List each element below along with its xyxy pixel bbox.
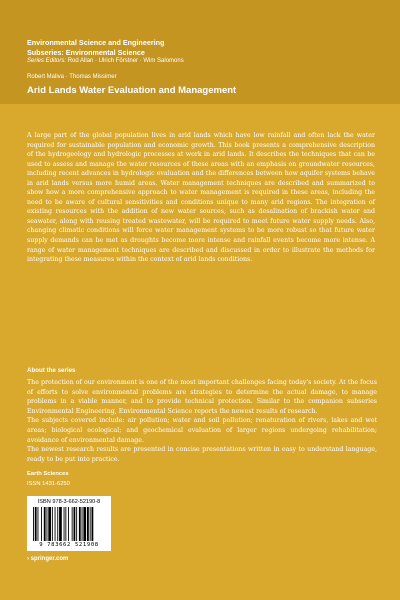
barcode-bar (82, 507, 83, 541)
barcode (27, 496, 111, 551)
barcode-bar (83, 507, 86, 541)
authors: Robert Maliva · Thomas Missimer (27, 74, 117, 80)
barcode-bar (35, 507, 37, 541)
barcode-bar (44, 507, 46, 541)
barcode-bar (57, 507, 58, 541)
barcode-bar (55, 507, 56, 541)
barcode-bar (76, 507, 77, 541)
barcode-bar (47, 507, 48, 541)
series-editors (27, 58, 184, 64)
barcode-bar (59, 507, 62, 541)
about-paragraph: The newest research results are presented in concise presentations written in easy to understand language, ready to be put into practice. (27, 446, 377, 463)
series-title: Environmental Science and Engineering (27, 38, 165, 47)
subseries-title: Subseries: Environmental Science (27, 48, 145, 57)
barcode-bar (64, 507, 65, 541)
about-series-heading: About the series (27, 367, 76, 374)
barcode-bar (38, 507, 39, 541)
about-series-text (27, 378, 377, 464)
barcode-digits: 9 783662 521908 (39, 542, 99, 548)
barcode-bars (33, 507, 107, 541)
barcode-bar (68, 507, 69, 541)
about-paragraph: The subjects covered include: air pollution; water and soil pollution; renaturation of rivers, lakes and wet areas; biological ecological; and geochemical evaluation of larger regions undergoing rehabilitation; avoidance of environmental damage. (27, 417, 377, 444)
barcode-bar (92, 507, 94, 541)
subject-category: Earth Sciences (27, 471, 69, 477)
book-abstract: A large part of the global population lives in arid lands which have low rainfall and often lack the water required for sustainable population and economic growth. This book presents a comprehensive description of the hydrogeology and hydrologic processes at work in arid lands. It describes the techniques that can be used to assess and manage the water resources of these areas with an emphasis on groundwater resources, including recent advances in hydrologic evaluation and the differences between how aquifer systems behave in arid lands versus more humid areas. Water management techniques are described and summarized to show how a more comprehensive approach to water management is required in these areas, including the need to be aware of cultural sensitivities and conditions unique to many arid regions. The integration of existing resources with the addition of new water sources, such as desalination of brackish water and seawater, along with reusing treated wastewater, will be required to meet future water supply needs. Also, changing climatic conditions will force water management systems to be more robust so that future water supply demands can be met as droughts become more intense and rainfall events become more intense. A range of water management techniques are described and discussed in order to illustrate the methods for integrating these measures within the context of arid lands conditions. (27, 132, 375, 264)
barcode-bar (48, 507, 51, 541)
book-title: Arid Lands Water Evaluation and Management (27, 85, 237, 96)
issn: ISSN 1431-6250 (27, 481, 70, 487)
barcode-bar (87, 507, 89, 541)
isbn-label: ISBN 978-3-662-52190-8 (37, 499, 101, 505)
barcode-bar (79, 507, 81, 541)
barcode-bar (74, 507, 76, 541)
barcode-bar (33, 507, 34, 541)
springer-link[interactable]: › springer.com (27, 556, 69, 562)
barcode-bar (65, 507, 66, 541)
barcode-bar (90, 507, 91, 541)
barcode-bar (41, 507, 42, 541)
about-paragraph: The protection of our environment is one of the most important challenges facing today's society. At the focus of efforts to solve environmental problems are strategies to determine the actual damage, to manage problems in a viable manner, and to provide technical protection. Similar to the companion subseries Environmental Engineering, Environmental Science reports the newest results of research. (27, 379, 377, 415)
editors-label: Series Editors: (27, 58, 67, 64)
barcode-bar (52, 507, 53, 541)
barcode-bar (72, 507, 73, 541)
editors-names: Rod Allan · Ulrich Förstner · Wim Salomons (67, 58, 184, 64)
